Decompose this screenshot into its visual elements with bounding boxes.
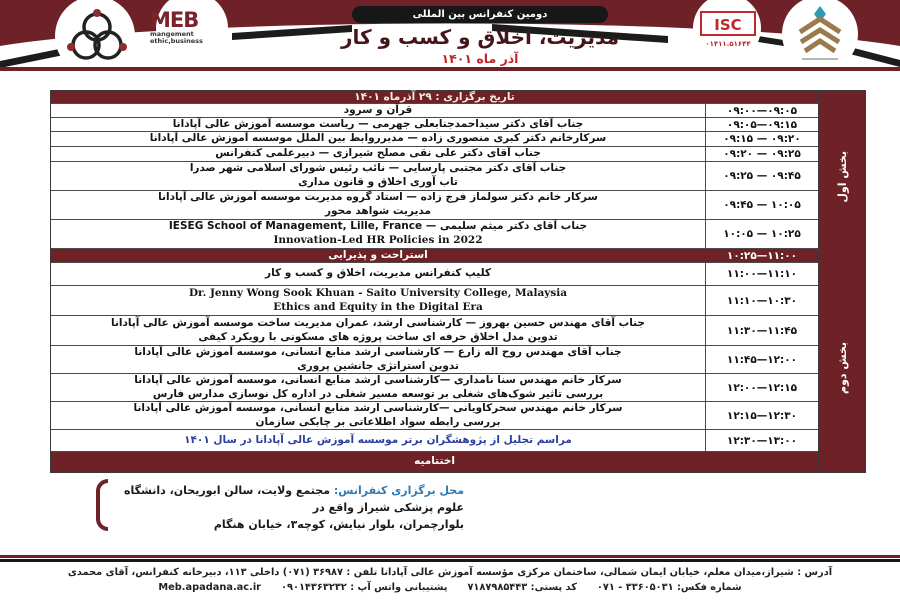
schedule-row <box>51 220 818 249</box>
venue-label: محل برگزاری کنفرانس: <box>333 484 464 497</box>
meb-logo <box>150 10 245 44</box>
schedule-row-content <box>51 220 706 248</box>
schedule-row-content <box>51 132 706 146</box>
section-two-label: بخش دوم <box>835 342 849 394</box>
schedule-row-content <box>51 162 706 190</box>
footer-black-rule <box>0 559 900 562</box>
schedule-row <box>51 346 818 374</box>
schedule-row-line: جناب آقای مهندس حسین بهروز — کارشناسی ارشد، عمران مدیریت ساخت موسسه آموزش عالی آپادانا <box>111 316 645 329</box>
schedule-row-time: ۱۰:۲۵—۱۱:۰۰ <box>726 249 798 262</box>
footer-fax: شماره فکس: ۳۳۶۰۵۰۳۱ - ۰۷۱ <box>596 582 742 593</box>
isc-logo: ISC <box>700 11 756 36</box>
footer-contacts <box>0 582 900 593</box>
schedule-row <box>51 263 818 286</box>
schedule-row-content <box>51 452 818 472</box>
schedule-row <box>51 104 818 118</box>
venue-block <box>112 482 464 533</box>
schedule-row-line: کلیپ کنفرانس مدیریت، اخلاق و کسب و کار <box>265 267 491 280</box>
schedule-row-time: ۱۱:۴۵—۱۲:۰۰ <box>726 353 798 366</box>
section-sidebar <box>818 91 865 472</box>
schedule-row-line: Innovation-Led HR Policies in 2022 <box>273 234 483 246</box>
schedule-row-line: بررسی تاثیر شوک‌های شغلی بر توسعه مسیر شغلی در اداره کل نوسازی مدارس فارس <box>152 387 604 400</box>
venue-bracket <box>96 479 108 531</box>
schedule-row <box>51 402 818 430</box>
schedule-row-line: اختتامیه <box>414 455 455 468</box>
schedule-row-content <box>51 430 706 451</box>
footer-postal-code: کد پستی: ۷۱۸۷۹۸۵۴۴۳ <box>467 582 577 593</box>
schedule-row <box>51 286 818 316</box>
schedule-row-content <box>51 346 706 373</box>
schedule-row-line: قرآن و سرود <box>343 103 413 116</box>
schedule-row-time: ۰۹:۱۵ — ۰۹:۲۰ <box>723 133 801 145</box>
section-one-band <box>819 91 865 263</box>
schedule-row-time: ۰۹:۰۵—۰۹:۱۵ <box>726 118 798 131</box>
venue-line1 <box>112 482 464 516</box>
meb-logo-acronym: MEB <box>150 8 199 32</box>
schedule-row <box>51 249 818 263</box>
schedule-row-line: استراحت و پذیرایی <box>328 248 428 261</box>
schedule-row-line: مدیریت شواهد محور <box>325 205 431 217</box>
footer-maroon-rule <box>0 555 900 558</box>
schedule-row-content <box>51 263 706 285</box>
schedule-row-line: جناب آقای مهندس روح اله زارع — کارشناسی ارشد منابع انسانی، موسسه آموزش عالی آپادانا <box>134 345 622 358</box>
schedule-row-line: سرکارخانم دکتر کبری منصوری زاده — مدیرروابط بین الملل موسسه آموزش عالی آپادانا <box>149 132 607 145</box>
conference-date: آذر ماه ۱۴۰۱ <box>441 51 519 66</box>
schedule-row-time: ۱۲:۱۵—۱۲:۳۰ <box>726 409 798 422</box>
venue-line2: بلوارچمران، بلوار نیایش، کوچه۳، خیابان هنگام <box>213 518 464 531</box>
schedule-row <box>51 118 818 132</box>
schedule-row-time: ۱۰:۰۵ — ۱۰:۲۵ <box>723 228 801 240</box>
schedule-row-line: مراسم تجلیل از پژوهشگران برتر موسسه آموزش عالی آپادانا در سال ۱۴۰۱ <box>184 433 572 446</box>
schedule-row-line: جناب آقای دکتر سیداحمدجنابعلی جهرمی — ریاست موسسه آموزش عالی آپادانا <box>172 117 584 130</box>
schedule-row-line: سرکار خانم مهندس سحرکاویانی —کارشناسی ارشد منابع انسانی، موسسه آموزش عالی آپادانا <box>133 401 623 414</box>
schedule-rows <box>51 104 818 472</box>
schedule-row-time: ۱۲:۰۰—۱۲:۱۵ <box>726 381 798 394</box>
schedule-row-line: بررسی رابطه سواد اطلاعاتی بر چابکی سازمان <box>255 415 501 428</box>
schedule-row-content <box>51 147 706 161</box>
schedule-row-time: ۰۹:۲۵ — ۰۹:۴۵ <box>723 170 801 182</box>
schedule-row-time: ۰۹:۴۵ — ۱۰:۰۵ <box>723 199 801 211</box>
footer-whatsapp: پشتیبانی واتس آپ : ۰۹۰۱۴۳۶۳۲۳۲ <box>281 582 448 593</box>
schedule-row-content <box>51 191 706 219</box>
schedule-row-line: تدوین استراتژی جانشین پروری <box>297 359 459 372</box>
schedule-row-content <box>51 286 706 315</box>
schedule-row-time: ۱۱:۰۰—۱۱:۱۰ <box>726 268 798 280</box>
page-title: مدیریت، اخلاق و کسب و کار <box>341 25 619 49</box>
schedule-row-content <box>51 316 706 345</box>
schedule-row-content <box>51 118 706 131</box>
schedule-rows-column <box>51 91 818 472</box>
schedule-row <box>51 452 818 472</box>
schedule-row <box>51 316 818 346</box>
schedule-row <box>51 374 818 402</box>
meb-logo-sub2: ethic,business <box>150 36 203 45</box>
schedule-row-time: ۱۱:۳۰—۱۱:۴۵ <box>726 324 798 337</box>
footer-website: Meb.apadana.ac.ir <box>158 582 262 593</box>
schedule-row-time: ۰۹:۲۰ — ۰۹:۲۵ <box>723 148 801 160</box>
schedule-row-content <box>51 374 706 401</box>
schedule-row-line: سرکار خانم مهندس سنا نامداری —کارشناسی ارشد منابع انسانی، موسسه آموزش عالی آپادانا <box>134 373 622 386</box>
schedule-row <box>51 430 818 452</box>
schedule-row-content <box>51 402 706 429</box>
schedule-row-line: تدوین مدل اخلاق حرفه ای ساخت پروژه های مسکونی با رویکرد کیفی <box>198 330 558 343</box>
series-banner: دومین کنفرانس بین المللی <box>352 6 608 23</box>
schedule-row-line: تاب آوری اخلاق و قانون مداری <box>298 176 458 188</box>
schedule-row-line: سرکار خانم دکتر سولماز فرج زاده — استاد گروه مدیریت موسسه آموزش عالی آپادانا <box>158 191 598 204</box>
schedule-row-content <box>51 249 706 262</box>
meb-logo-sub1: mangement <box>150 30 194 38</box>
schedule-row <box>51 162 818 191</box>
venue-text1: مجتمع ولایت، سالن ابوریحان، دانشگاه علوم پزشکی شیراز واقع در <box>124 484 464 514</box>
schedule-row-line: Ethics and Equity in the Digital Era <box>273 300 483 313</box>
schedule-row-line: جناب آقای دکتر مجتبی پارسایی — نائب رئیس شورای اسلامی شهر صدرا <box>189 162 567 175</box>
section-one-label: بخش اول <box>835 151 849 203</box>
schedule-row <box>51 132 818 147</box>
schedule-row-line: Dr. Jenny Wong Sook Khuan - Saito University College, Malaysia <box>188 286 568 299</box>
schedule-row-time: ۰۹:۰۰—۰۹:۰۵ <box>726 104 798 117</box>
schedule-header: تاریخ برگزاری : ۲۹ آذرماه ۱۴۰۱ <box>51 91 818 104</box>
schedule-table <box>50 90 866 473</box>
footer-address: آدرس : شیراز،میدان معلم، خیابان ایمان شمالی، ساختمان مرکزی مؤسسه آموزش عالی آپادانا تلفن : ۳۶۹۸۷ (۰۷۱) داخلی ۱۱۳، دبیرخانه کنفرانس، آقای محمدی <box>67 567 833 578</box>
schedule-row-time: ۱۱:۱۰—۱۰:۳۰ <box>726 294 798 307</box>
schedule-row-line: جناب آقای دکتر میثم سلیمی — IESEG School of Management, Lille, France <box>168 220 588 233</box>
schedule-row <box>51 147 818 162</box>
schedule-row-line: جناب آقای دکتر علی نقی مصلح شیرازی — دبیرعلمی کنفرانس <box>215 147 541 160</box>
schedule-row-time: ۱۲:۳۰—۱۳:۰۰ <box>726 434 798 447</box>
schedule-row <box>51 191 818 220</box>
schedule-row-content <box>51 104 706 117</box>
section-two-band <box>819 263 865 472</box>
isc-code: ۰۱۴۱۱.۵۱۶۴۴ <box>705 40 751 48</box>
